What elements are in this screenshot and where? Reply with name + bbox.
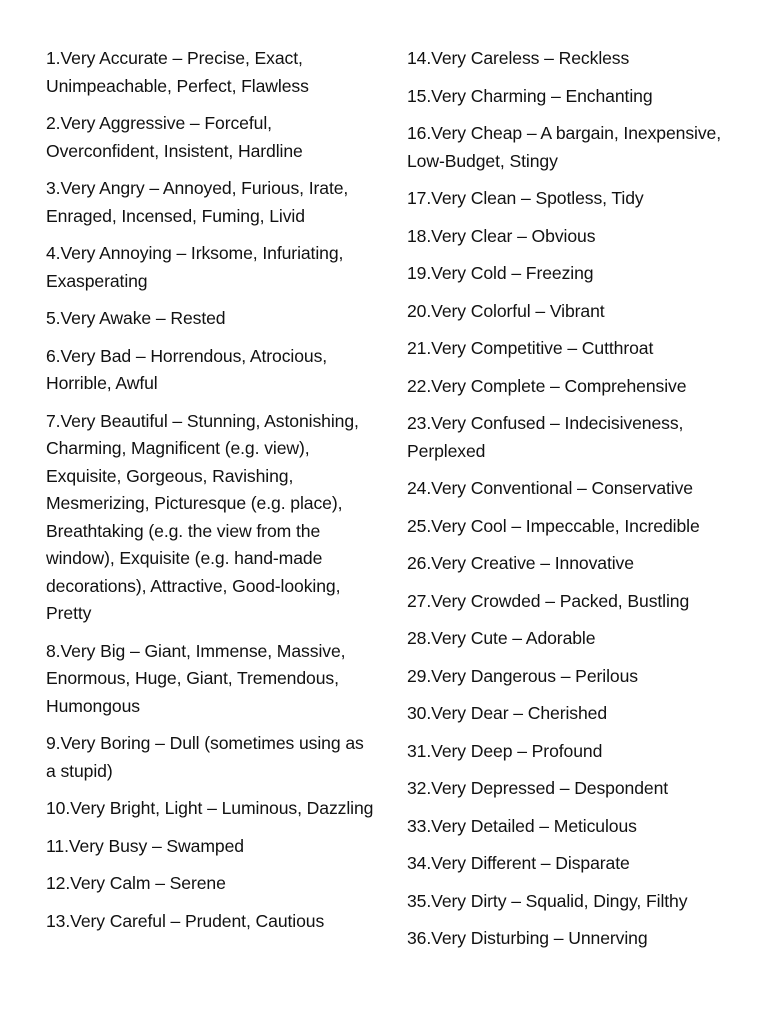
list-item: 30.Very Dear – Cherished bbox=[407, 703, 608, 723]
list-item: 14.Very Careless – Reckless bbox=[407, 48, 630, 68]
list-item: 28.Very Cute – Adorable bbox=[407, 628, 596, 648]
list-item: 19.Very Cold – Freezing bbox=[407, 263, 594, 283]
list-item: 17.Very Clean – Spotless, Tidy bbox=[407, 188, 644, 208]
list-item: 33.Very Detailed – Meticulous bbox=[407, 815, 637, 836]
list-item: 3.Very Angry – Annoyed, Furious, Irate, Enraged, Incensed, Fuming, Livid bbox=[46, 178, 349, 226]
list-item: 16.Very Cheap – A bargain, Inexpensive, Low-Budget, Stingy bbox=[407, 123, 721, 171]
list-item: 7.Very Beautiful – Stunning, Astonishing, Charming, Magnificent (e.g. view), Exquisite, Gorgeous, Ravishing, Mesmerizing, Picturesque (e.g. place), Breathtaking (e.g. the view from the window), Exquisite (e.g. hand-made decorations), Attractive, Good-looking, Pretty bbox=[46, 410, 359, 623]
list-item: 18.Very Clear – Obvious bbox=[407, 225, 596, 246]
list-item: 20.Very Colorful – Vibrant bbox=[407, 300, 605, 321]
right-column bbox=[407, 45, 737, 963]
list-item: 6.Very Bad – Horrendous, Atrocious, Horrible, Awful bbox=[46, 345, 328, 393]
list-item: 8.Very Big – Giant, Immense, Massive, Enormous, Huge, Giant, Tremendous, Humongous bbox=[46, 640, 346, 716]
list-item: 25.Very Cool – Impeccable, Incredible bbox=[407, 515, 700, 536]
list-item: 32.Very Depressed – Despondent bbox=[407, 778, 669, 798]
list-item: 12.Very Calm – Serene bbox=[46, 873, 226, 893]
list-item: 10.Very Bright, Light – Luminous, Dazzling bbox=[46, 798, 374, 818]
list-item: 2.Very Aggressive – Forceful, Overconfident, Insistent, Hardline bbox=[46, 113, 303, 161]
list-item: 11.Very Busy – Swamped bbox=[46, 835, 244, 856]
list-item: 23.Very Confused – Indecisiveness, Perplexed bbox=[407, 413, 684, 461]
list-item: 29.Very Dangerous – Perilous bbox=[407, 665, 638, 686]
list-item: 35.Very Dirty – Squalid, Dingy, Filthy bbox=[407, 890, 688, 911]
list-item: 13.Very Careful – Prudent, Cautious bbox=[46, 910, 325, 931]
list-item: 26.Very Creative – Innovative bbox=[407, 553, 634, 573]
list-item: 1.Very Accurate – Precise, Exact, Unimpeachable, Perfect, Flawless bbox=[46, 48, 309, 96]
list-item: 5.Very Awake – Rested bbox=[46, 308, 226, 328]
list-item: 34.Very Different – Disparate bbox=[407, 853, 630, 873]
list-item: 24.Very Conventional – Conservative bbox=[407, 478, 693, 498]
list-item: 27.Very Crowded – Packed, Bustling bbox=[407, 590, 690, 611]
list-item: 9.Very Boring – Dull (sometimes using as a stupid) bbox=[46, 733, 364, 781]
list-item: 4.Very Annoying – Irksome, Infuriating, Exasperating bbox=[46, 243, 344, 291]
list-item: 15.Very Charming – Enchanting bbox=[407, 85, 653, 106]
list-item: 22.Very Complete – Comprehensive bbox=[407, 375, 687, 396]
list-item: 36.Very Disturbing – Unnerving bbox=[407, 928, 648, 948]
left-column bbox=[46, 45, 376, 945]
list-item: 21.Very Competitive – Cutthroat bbox=[407, 338, 654, 358]
list-item: 31.Very Deep – Profound bbox=[407, 740, 603, 761]
